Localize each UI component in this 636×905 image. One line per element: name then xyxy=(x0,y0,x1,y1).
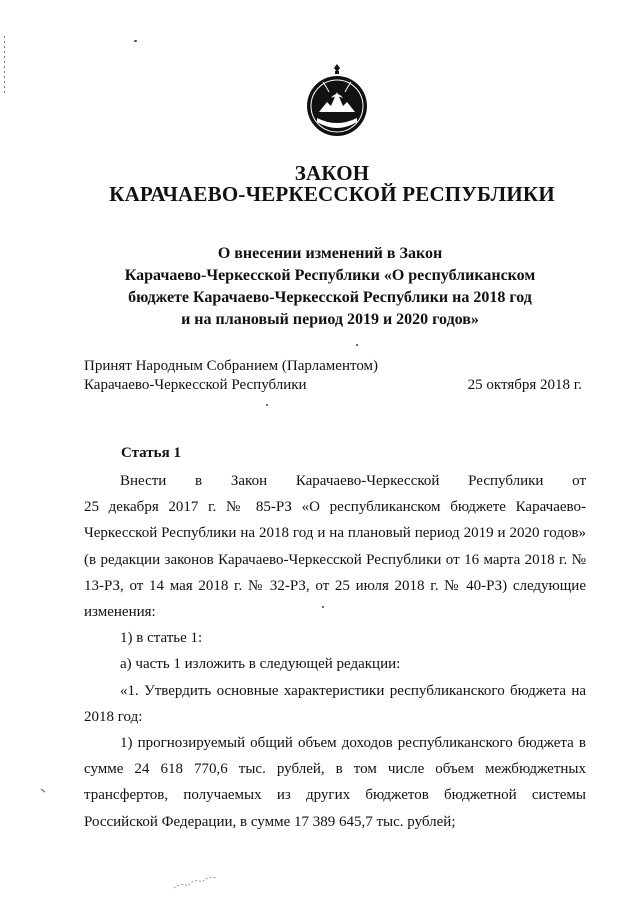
subtitle-line: и на плановый период 2019 и 2020 годов» xyxy=(181,311,479,328)
margin-dot xyxy=(4,76,5,78)
word: Внести xyxy=(120,473,167,489)
paragraph-first-line xyxy=(120,468,586,494)
word: Карачаево-Черкесской xyxy=(295,473,440,489)
scan-speck xyxy=(356,344,358,346)
paragraph: 25 декабря 2017 г. № 85-РЗ «О республиканском бюджете Карачаево-Черкесской Республики на 2018 год и на плановый период 2019 и 2020 годов» (в редакции законов Карачаево-Черкесской Республики от 16 марта 2018 г. № 13-РЗ, от 14 мая 2018 г. № 32-РЗ, от 25 июля 2018 г. № 40-РЗ) следующие изменения: xyxy=(84,499,586,621)
margin-dots xyxy=(4,36,6,100)
word: Закон xyxy=(230,473,268,489)
law-title: ЗАКОН xyxy=(294,161,370,185)
margin-dot xyxy=(4,61,5,63)
paragraph: а) часть 1 изложить в следующей редакции: xyxy=(120,656,401,673)
paragraph: 1) прогнозируемый общий объем доходов республиканского бюджета в сумме 24 618 770,6 тыс. рублей, в том числе объем межбюджетных трансфертов, получаемых из других бюджетов бюджетной системы Российской Федерации, в сумме 17 389 645,7 тыс. рублей; xyxy=(84,735,586,830)
law-subtitle xyxy=(60,243,600,331)
word: в xyxy=(195,473,203,489)
subtitle-line: О внесении изменений в Закон xyxy=(217,245,443,262)
coat-of-arms-icon xyxy=(305,62,369,138)
article-body xyxy=(84,468,586,835)
margin-dot xyxy=(4,51,5,53)
adopted-by: Принят Народным Собранием (Парламентом) xyxy=(84,358,379,374)
subtitle-line: бюджете Карачаево-Черкесской Республики на 2018 год xyxy=(128,289,532,306)
article-heading: Статья 1 xyxy=(121,445,181,461)
subtitle-line: Карачаево-Черкесской Республики «О республиканском xyxy=(124,267,536,284)
margin-dot xyxy=(4,91,5,93)
scan-scribble xyxy=(172,872,218,892)
word: Республики xyxy=(468,473,544,489)
scan-speck xyxy=(266,404,268,406)
margin-dot xyxy=(4,66,5,68)
margin-dot xyxy=(4,36,5,38)
margin-dot xyxy=(4,81,5,83)
word: от xyxy=(572,473,586,489)
adoption-date: 25 октября 2018 г. xyxy=(467,377,582,393)
adopted-republic: Карачаево-Черкесской Республики xyxy=(84,377,307,393)
republic-title: КАРАЧАЕВО-ЧЕРКЕССКОЙ РЕСПУБЛИКИ xyxy=(109,182,555,206)
margin-dot xyxy=(4,86,5,88)
margin-dot xyxy=(4,46,5,48)
scan-speck xyxy=(40,788,45,793)
paragraph: «1. Утвердить основные характеристики республиканского бюджета на 2018 год: xyxy=(84,682,586,725)
margin-dot xyxy=(4,56,5,58)
margin-dot xyxy=(4,71,5,73)
paragraph: 1) в статье 1: xyxy=(120,630,203,647)
scan-speck xyxy=(134,40,137,42)
adoption-block xyxy=(84,357,584,395)
margin-dot xyxy=(4,41,5,43)
